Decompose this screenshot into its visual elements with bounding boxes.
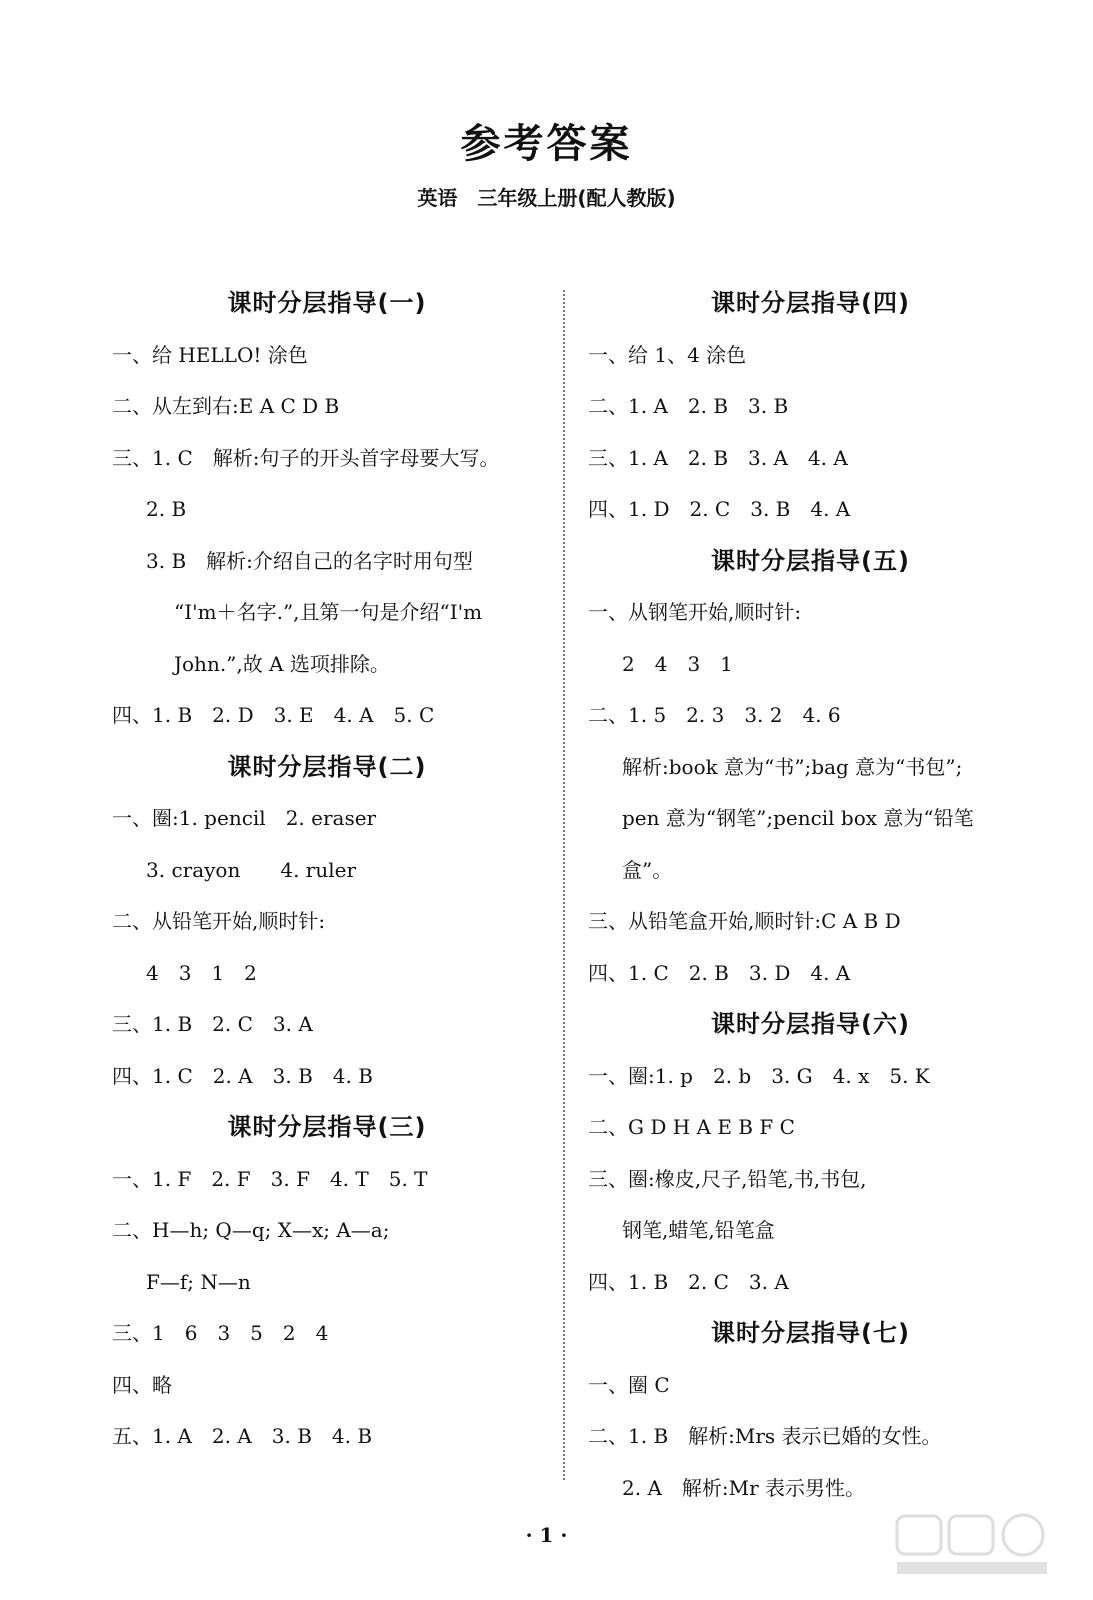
answer-line: 五、1. A 2. A 3. B 4. B xyxy=(112,1424,373,1448)
answer-line: 四、1. B 2. D 3. E 4. A 5. C xyxy=(112,703,435,727)
answer-line: 二、1. 5 2. 3 3. 2 4. 6 xyxy=(588,703,841,727)
answer-line: 二、H—h; Q—q; X—x; A—a; xyxy=(112,1218,390,1242)
section-heading: 课时分层指导(五) xyxy=(711,546,910,575)
answer-line: 四、1. D 2. C 3. B 4. A xyxy=(588,497,851,521)
answer-line: 二、从左到右:E A C D B xyxy=(112,394,340,418)
answer-subline: pen 意为“钢笔”;pencil box 意为“铅笔 xyxy=(622,806,974,830)
column-divider xyxy=(563,290,565,1480)
answer-subline: 钢笔,蜡笔,铅笔盒 xyxy=(622,1218,775,1242)
answer-line: 三、1. C 解析:句子的开头首字母要大写。 xyxy=(112,445,500,470)
section-heading: 课时分层指导(六) xyxy=(711,1010,910,1038)
answer-subline: 2. A 解析:Mr 表示男性。 xyxy=(622,1475,866,1500)
page-title: 参考答案 xyxy=(460,121,633,167)
answer-line: 三、1 6 3 5 2 4 xyxy=(112,1321,329,1345)
answer-line: 一、圈:1. pencil 2. eraser xyxy=(112,806,377,830)
answer-line: 四、略 xyxy=(112,1372,172,1397)
answer-subline: 3. crayon 4. ruler xyxy=(146,857,357,882)
answer-line: 三、1. B 2. C 3. A xyxy=(112,1012,313,1036)
left-column xyxy=(112,278,542,1463)
answer-line: 一、从钢笔开始,顺时针: xyxy=(588,600,802,624)
answer-line: 四、1. C 2. B 3. D 4. A xyxy=(588,960,851,985)
answer-subline: 解析:book 意为“书”;bag 意为“书包”; xyxy=(622,754,963,779)
answer-line: 四、1. C 2. A 3. B 4. B xyxy=(112,1063,373,1088)
answer-subline: 盒”。 xyxy=(622,857,673,882)
answer-line: 三、圈:橡皮,尺子,铅笔,书,书包, xyxy=(588,1166,867,1191)
answer-continuation: “I'm＋名字.”,且第一句是介绍“I'm xyxy=(174,600,483,624)
answer-line: 二、从铅笔开始,顺时针: xyxy=(112,909,326,933)
section-heading: 课时分层指导(二) xyxy=(227,752,427,781)
page-number: · 1 · xyxy=(525,1523,568,1547)
answer-subline: 4 3 1 2 xyxy=(146,960,257,985)
section-heading: 课时分层指导(七) xyxy=(711,1319,910,1347)
answer-line: 三、从铅笔盒开始,顺时针:C A B D xyxy=(588,909,901,933)
answer-subline: 3. B 解析:介绍自己的名字时用句型 xyxy=(146,548,473,573)
answer-line: 一、圈 C xyxy=(588,1372,670,1397)
section-heading: 课时分层指导(四) xyxy=(711,289,910,317)
answer-continuation: John.”,故 A 选项排除。 xyxy=(174,651,390,676)
answer-line: 一、1. F 2. F 3. F 4. T 5. T xyxy=(112,1166,428,1191)
answer-line: 二、G D H A E B F C xyxy=(588,1115,795,1139)
answer-subline: 2. B xyxy=(146,497,187,521)
answer-subline: 2 4 3 1 xyxy=(622,651,733,676)
answer-line: 二、1. A 2. B 3. B xyxy=(588,394,789,418)
answer-line: 一、给 HELLO! 涂色 xyxy=(112,342,308,367)
page-subtitle: 英语 三年级上册(配人教版) xyxy=(417,186,676,210)
section-heading: 课时分层指导(一) xyxy=(227,289,427,317)
answer-line: 二、1. B 解析:Mrs 表示已婚的女性。 xyxy=(588,1424,942,1448)
right-column xyxy=(588,278,1033,1514)
answer-line: 四、1. B 2. C 3. A xyxy=(588,1269,789,1294)
section-heading: 课时分层指导(三) xyxy=(227,1113,427,1141)
answer-line: 三、1. A 2. B 3. A 4. A xyxy=(588,445,848,470)
answer-subline: F—f; N—n xyxy=(146,1269,251,1294)
answer-line: 一、给 1、4 涂色 xyxy=(588,342,747,367)
answer-line: 一、圈:1. p 2. b 3. G 4. x 5. K xyxy=(588,1063,930,1088)
watermark-logo xyxy=(893,1510,1053,1580)
